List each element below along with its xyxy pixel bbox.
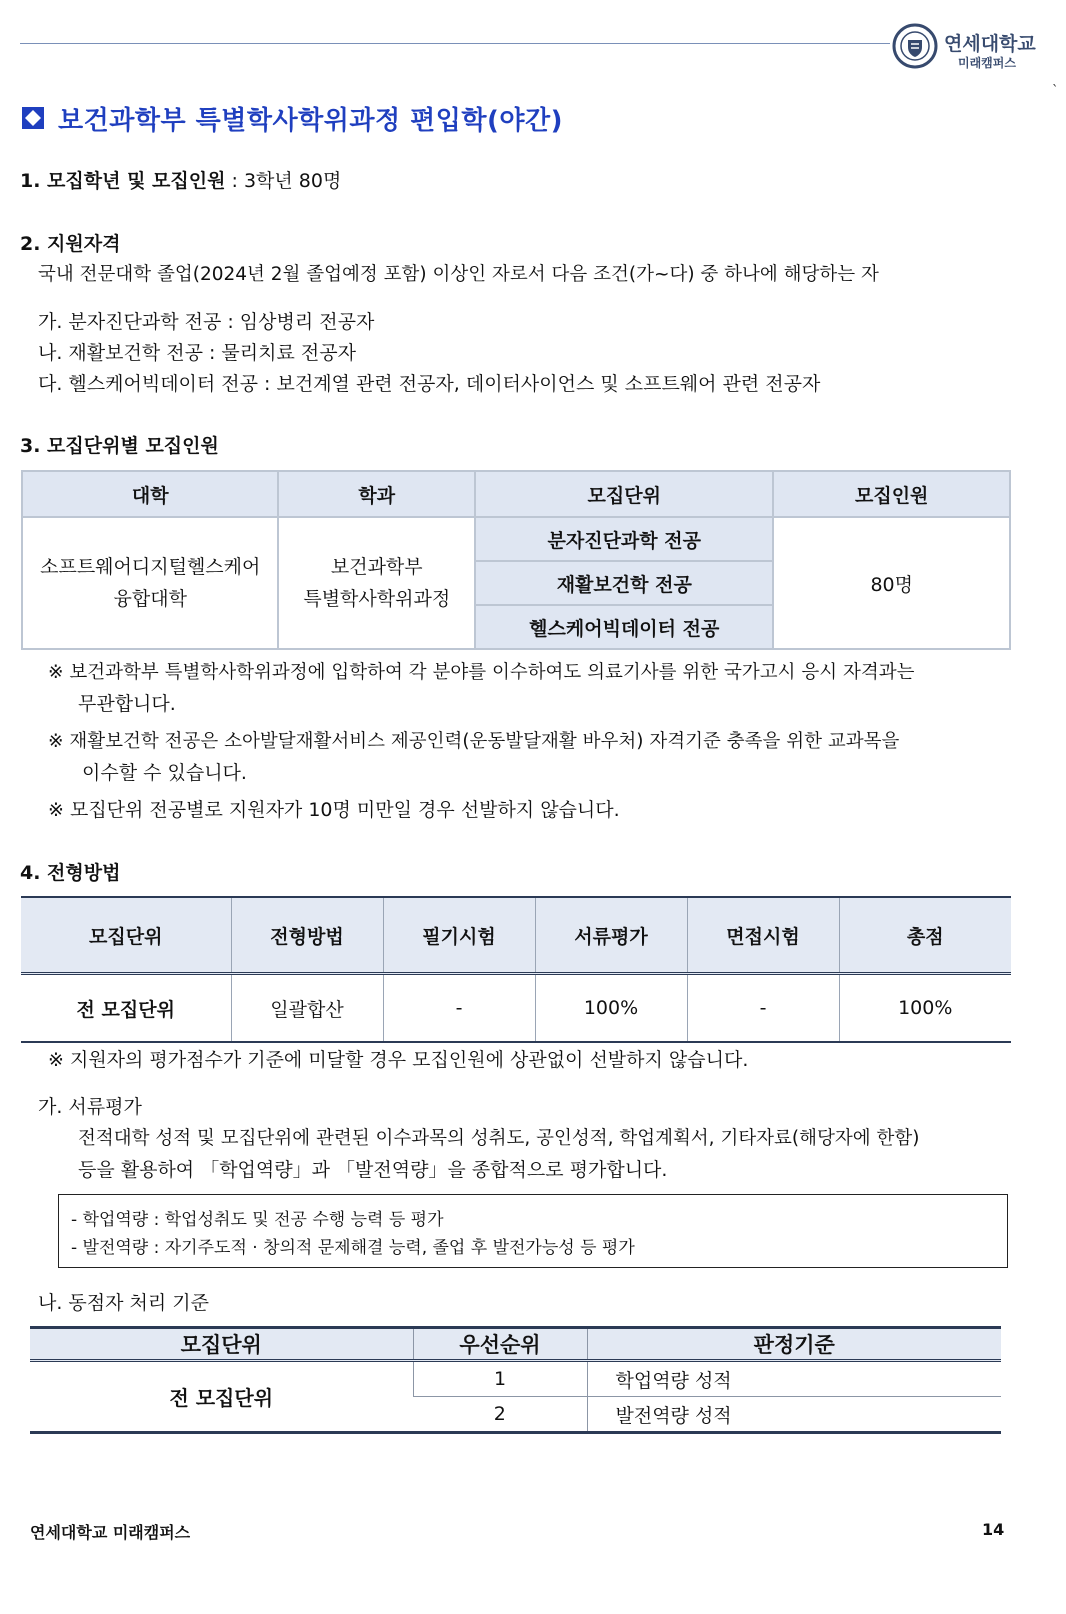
table-cell: 일괄합산 (231, 974, 383, 1043)
note: ※ 지원자의 평가점수가 기준에 미달할 경우 모집인원에 상관없이 선발하지 않습니다. (48, 1049, 749, 1071)
priority-cell: 2 (413, 1397, 587, 1433)
evaluation-box (58, 1194, 1008, 1268)
university-logo (892, 15, 1036, 75)
table-cell: 100% (535, 974, 687, 1043)
logo-name: 연세대학교 (944, 33, 1036, 55)
table-cell: - (687, 974, 839, 1043)
note: ※ 모집단위 전공별로 지원자가 10명 미만일 경우 선발하지 않습니다. (48, 799, 620, 821)
diamond-bullet-icon (22, 107, 44, 129)
college-line: 융합대학 (113, 588, 187, 610)
section-1-value: : 3학년 80명 (225, 170, 342, 192)
unit-cell: 재활보건학 전공 (475, 561, 773, 605)
footer-university: 연세대학교 미래캠퍼스 (30, 1523, 191, 1542)
header-cell: 모집단위 (21, 897, 231, 974)
stray-mark: ` (1052, 84, 1059, 99)
priority-cell: 1 (413, 1361, 587, 1397)
logo-subtitle: 미래캠퍼스 (958, 56, 1016, 70)
subsection-title: 가. 서류평가 (38, 1096, 142, 1118)
subsection-title: 나. 동점자 처리 기준 (38, 1292, 209, 1314)
box-item: - 학업역량 : 학업성취도 및 전공 수행 능력 등 평가 (71, 1210, 444, 1230)
header-cell: 면접시험 (687, 897, 839, 974)
table-row (30, 1361, 1001, 1397)
paragraph-line: 전적대학 성적 및 모집단위에 관련된 이수과목의 성취도, 공인성적, 학업계획서, 기타자료(해당자에 한함) (78, 1128, 920, 1149)
qualification-item: 가. 분자진단과학 전공 : 임상병리 전공자 (38, 311, 375, 333)
section-2-label: 2. 지원자격 (20, 233, 121, 255)
header-cell: 모집단위 (30, 1328, 413, 1361)
college-cell (22, 517, 278, 649)
table-header-row (21, 897, 1011, 974)
criterion-cell: 발전역량 성적 (587, 1397, 1001, 1433)
header-cell: 총점 (839, 897, 1011, 974)
header-department: 학과 (278, 471, 475, 517)
table-cell: 전 모집단위 (21, 974, 231, 1043)
tie-break-table (30, 1326, 1001, 1434)
university-seal-icon (892, 23, 938, 69)
section-3-label: 3. 모집단위별 모집인원 (20, 435, 219, 457)
page-title: 보건과학부 특별학사학위과정 편입학(야간) (58, 105, 563, 136)
quota-cell: 80명 (773, 517, 1010, 649)
table-cell: - (383, 974, 535, 1043)
table-header-row (22, 471, 1010, 517)
note: ※ 재활보건학 전공은 소아발달재활서비스 제공인력(운동발달재활 바우처) 자격기준 충족을 위한 교과목을 (48, 731, 900, 752)
department-line: 특별학사학위과정 (303, 588, 451, 610)
page-title-row (22, 98, 563, 138)
header-unit: 모집단위 (475, 471, 773, 517)
quota-table (21, 470, 1011, 650)
section-4-label: 4. 전형방법 (20, 862, 121, 884)
header-cell: 필기시험 (383, 897, 535, 974)
section-2-description: 국내 전문대학 졸업(2024년 2월 졸업예정 포함) 이상인 자로서 다음 조건(가~다) 중 하나에 해당하는 자 (38, 264, 879, 285)
page-number: 14 (982, 1520, 1005, 1539)
note-continuation: 무관합니다. (78, 693, 176, 715)
section-1-label: 1. 모집학년 및 모집인원 (20, 170, 226, 192)
header-cell: 전형방법 (231, 897, 383, 974)
header-cell: 판정기준 (587, 1328, 1001, 1361)
department-line: 보건과학부 (330, 556, 423, 578)
unit-cell: 헬스케어빅데이터 전공 (475, 605, 773, 649)
selection-method-table (21, 896, 1011, 1043)
unit-cell: 분자진단과학 전공 (475, 517, 773, 561)
paragraph-line: 등을 활용하여 「학업역량」과 「발전역량」을 종합적으로 평가합니다. (78, 1159, 668, 1181)
qualification-item: 다. 헬스케어빅데이터 전공 : 보건계열 관련 전공자, 데이터사이언스 및 소프트웨어 관련 전공자 (38, 373, 821, 395)
box-item: - 발전역량 : 자기주도적 · 창의적 문제해결 능력, 졸업 후 발전가능성 등 평가 (71, 1238, 635, 1258)
note-continuation: 이수할 수 있습니다. (82, 762, 247, 784)
qualification-item: 나. 재활보건학 전공 : 물리치료 전공자 (38, 342, 356, 364)
table-row (22, 517, 1010, 561)
table-row (21, 974, 1011, 1043)
header-cell: 우선순위 (413, 1328, 587, 1361)
table-cell: 100% (839, 974, 1011, 1043)
department-cell (278, 517, 475, 649)
header-college: 대학 (22, 471, 278, 517)
tie-unit-cell: 전 모집단위 (30, 1361, 413, 1433)
note: ※ 보건과학부 특별학사학위과정에 입학하여 각 분야를 이수하여도 의료기사를 위한 국가고시 응시 자격과는 (48, 662, 915, 683)
criterion-cell: 학업역량 성적 (587, 1361, 1001, 1397)
header-rule (20, 43, 890, 44)
section-1 (20, 168, 341, 194)
header-cell: 서류평가 (535, 897, 687, 974)
table-header-row (30, 1328, 1001, 1361)
header-quota: 모집인원 (773, 471, 1010, 517)
college-line: 소프트웨어디지털헬스케어 (40, 556, 261, 578)
